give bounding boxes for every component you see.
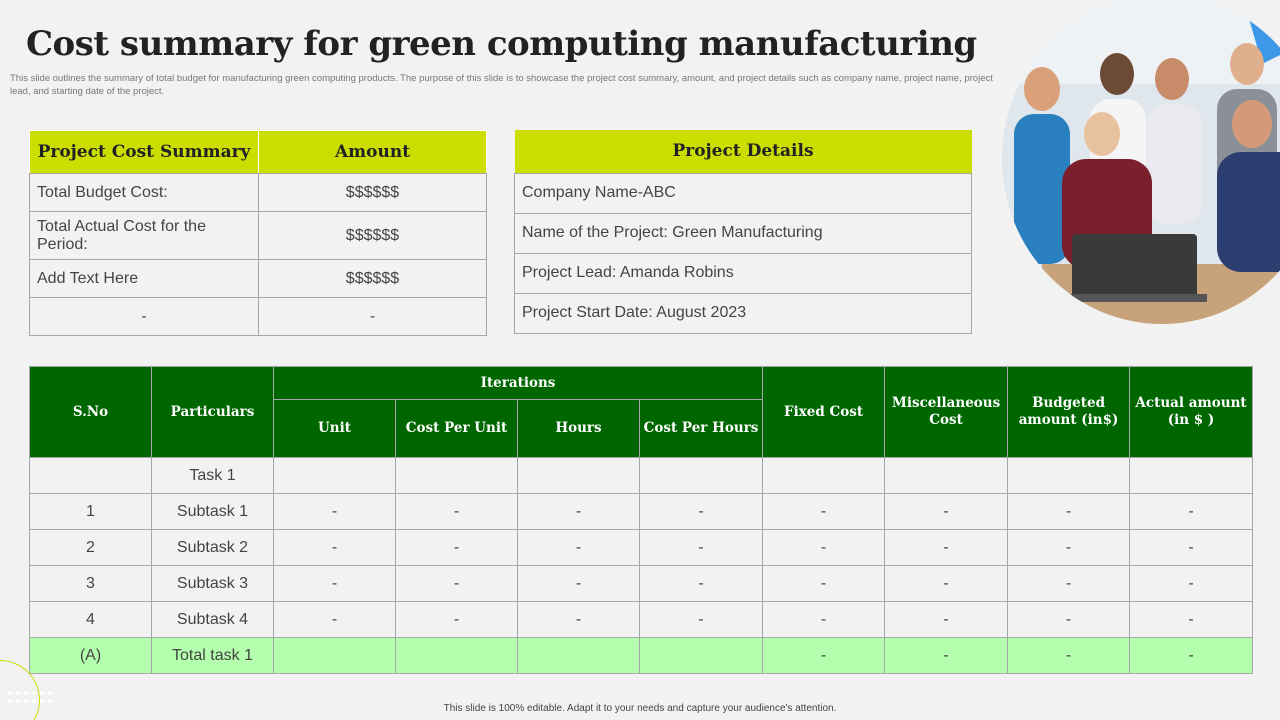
cell-value: - bbox=[274, 566, 396, 602]
cell-value: - bbox=[885, 530, 1008, 566]
col-budgeted: Budgeted amount (in$) bbox=[1008, 367, 1130, 458]
summary-header-label: Project Cost Summary bbox=[30, 131, 259, 174]
col-cost-per-hours: Cost Per Hours bbox=[640, 400, 763, 458]
cell-value: - bbox=[885, 494, 1008, 530]
cell-value: - bbox=[885, 566, 1008, 602]
cell-value bbox=[885, 458, 1008, 494]
cell-value: - bbox=[640, 530, 763, 566]
project-details-table bbox=[514, 130, 972, 334]
cell-particulars: Task 1 bbox=[152, 458, 274, 494]
cell-value bbox=[1130, 458, 1253, 494]
cell-value: - bbox=[885, 638, 1008, 674]
table-row bbox=[30, 494, 1253, 530]
cell-value: - bbox=[640, 566, 763, 602]
decorative-dots bbox=[6, 689, 54, 705]
cell-value bbox=[763, 458, 885, 494]
summary-row bbox=[30, 174, 487, 212]
col-sno: S.No bbox=[30, 367, 152, 458]
cell-value: - bbox=[1130, 602, 1253, 638]
details-header: Project Details bbox=[515, 130, 972, 173]
summary-row bbox=[30, 260, 487, 298]
cell-value: - bbox=[763, 530, 885, 566]
cell-value: - bbox=[274, 602, 396, 638]
col-misc-cost: Miscellaneous Cost bbox=[885, 367, 1008, 458]
col-fixed-cost: Fixed Cost bbox=[763, 367, 885, 458]
cell-value: - bbox=[763, 566, 885, 602]
col-particulars: Particulars bbox=[152, 367, 274, 458]
cell-sno: 3 bbox=[30, 566, 152, 602]
cell-value bbox=[396, 458, 518, 494]
cell-particulars: Subtask 1 bbox=[152, 494, 274, 530]
col-iterations: Iterations bbox=[274, 367, 763, 400]
cell-value: - bbox=[1130, 638, 1253, 674]
cell-value bbox=[274, 458, 396, 494]
cell-sno: 1 bbox=[30, 494, 152, 530]
col-actual: Actual amount (in $ ) bbox=[1130, 367, 1253, 458]
iterations-cost-table bbox=[29, 366, 1253, 674]
cell-value: - bbox=[518, 530, 640, 566]
cell-particulars: Subtask 4 bbox=[152, 602, 274, 638]
cell-particulars: Subtask 2 bbox=[152, 530, 274, 566]
summary-header-amount: Amount bbox=[259, 131, 487, 174]
col-unit: Unit bbox=[274, 400, 396, 458]
summary-value: $$$$$$ bbox=[259, 174, 487, 212]
cell-sno: 4 bbox=[30, 602, 152, 638]
cell-value: - bbox=[1008, 530, 1130, 566]
summary-label: - bbox=[30, 298, 259, 336]
summary-row bbox=[30, 298, 487, 336]
cost-summary-table bbox=[29, 130, 487, 336]
slide-subtitle: This slide outlines the summary of total budget for manufacturing green computing products. The purpose of this slide is to showcase the project cost summary, amount, and project details such as company name, project name, project lead, and starting date of the project. bbox=[10, 73, 993, 97]
cell-value: - bbox=[396, 494, 518, 530]
cell-value: - bbox=[763, 638, 885, 674]
details-start-date: Project Start Date: August 2023 bbox=[515, 293, 972, 333]
cell-value bbox=[640, 638, 763, 674]
summary-row bbox=[30, 212, 487, 260]
cell-particulars: Subtask 3 bbox=[152, 566, 274, 602]
cell-value: - bbox=[885, 602, 1008, 638]
cell-value: - bbox=[518, 566, 640, 602]
cell-value: - bbox=[1008, 566, 1130, 602]
table-row bbox=[30, 602, 1253, 638]
cell-value: - bbox=[1008, 494, 1130, 530]
cell-value bbox=[1008, 458, 1130, 494]
details-company: Company Name-ABC bbox=[515, 173, 972, 213]
cell-value bbox=[640, 458, 763, 494]
table-row bbox=[30, 530, 1253, 566]
cell-value: - bbox=[1130, 530, 1253, 566]
cell-value: - bbox=[396, 530, 518, 566]
team-photo-illustration bbox=[1002, 0, 1280, 324]
table-row bbox=[30, 458, 1253, 494]
slide-title: Cost summary for green computing manufacturing bbox=[26, 24, 977, 64]
cell-value bbox=[396, 638, 518, 674]
cell-sno bbox=[30, 458, 152, 494]
cell-value: - bbox=[1130, 494, 1253, 530]
cell-value: - bbox=[640, 494, 763, 530]
summary-value: - bbox=[259, 298, 487, 336]
cell-value: - bbox=[1008, 638, 1130, 674]
cell-value: - bbox=[274, 494, 396, 530]
cell-value: - bbox=[396, 566, 518, 602]
cell-value: - bbox=[518, 602, 640, 638]
cell-sno: (A) bbox=[30, 638, 152, 674]
cell-value bbox=[274, 638, 396, 674]
summary-value: $$$$$$ bbox=[259, 260, 487, 298]
cell-particulars: Total task 1 bbox=[152, 638, 274, 674]
cell-value: - bbox=[1008, 602, 1130, 638]
summary-label: Total Actual Cost for the Period: bbox=[30, 212, 259, 260]
table-row bbox=[30, 638, 1253, 674]
cell-value: - bbox=[518, 494, 640, 530]
table-row bbox=[30, 566, 1253, 602]
summary-label: Add Text Here bbox=[30, 260, 259, 298]
slide-footer: This slide is 100% editable. Adapt it to your needs and capture your audience's attention. bbox=[443, 703, 837, 714]
cell-value bbox=[518, 638, 640, 674]
cell-value: - bbox=[763, 602, 885, 638]
details-project-name: Name of the Project: Green Manufacturing bbox=[515, 213, 972, 253]
cell-value: - bbox=[1130, 566, 1253, 602]
cell-value: - bbox=[274, 530, 396, 566]
cell-value bbox=[518, 458, 640, 494]
col-hours: Hours bbox=[518, 400, 640, 458]
cell-value: - bbox=[640, 602, 763, 638]
col-cost-per-unit: Cost Per Unit bbox=[396, 400, 518, 458]
cell-value: - bbox=[763, 494, 885, 530]
summary-label: Total Budget Cost: bbox=[30, 174, 259, 212]
cell-value: - bbox=[396, 602, 518, 638]
cell-sno: 2 bbox=[30, 530, 152, 566]
summary-value: $$$$$$ bbox=[259, 212, 487, 260]
details-project-lead: Project Lead: Amanda Robins bbox=[515, 253, 972, 293]
team-photo bbox=[1002, 0, 1280, 324]
